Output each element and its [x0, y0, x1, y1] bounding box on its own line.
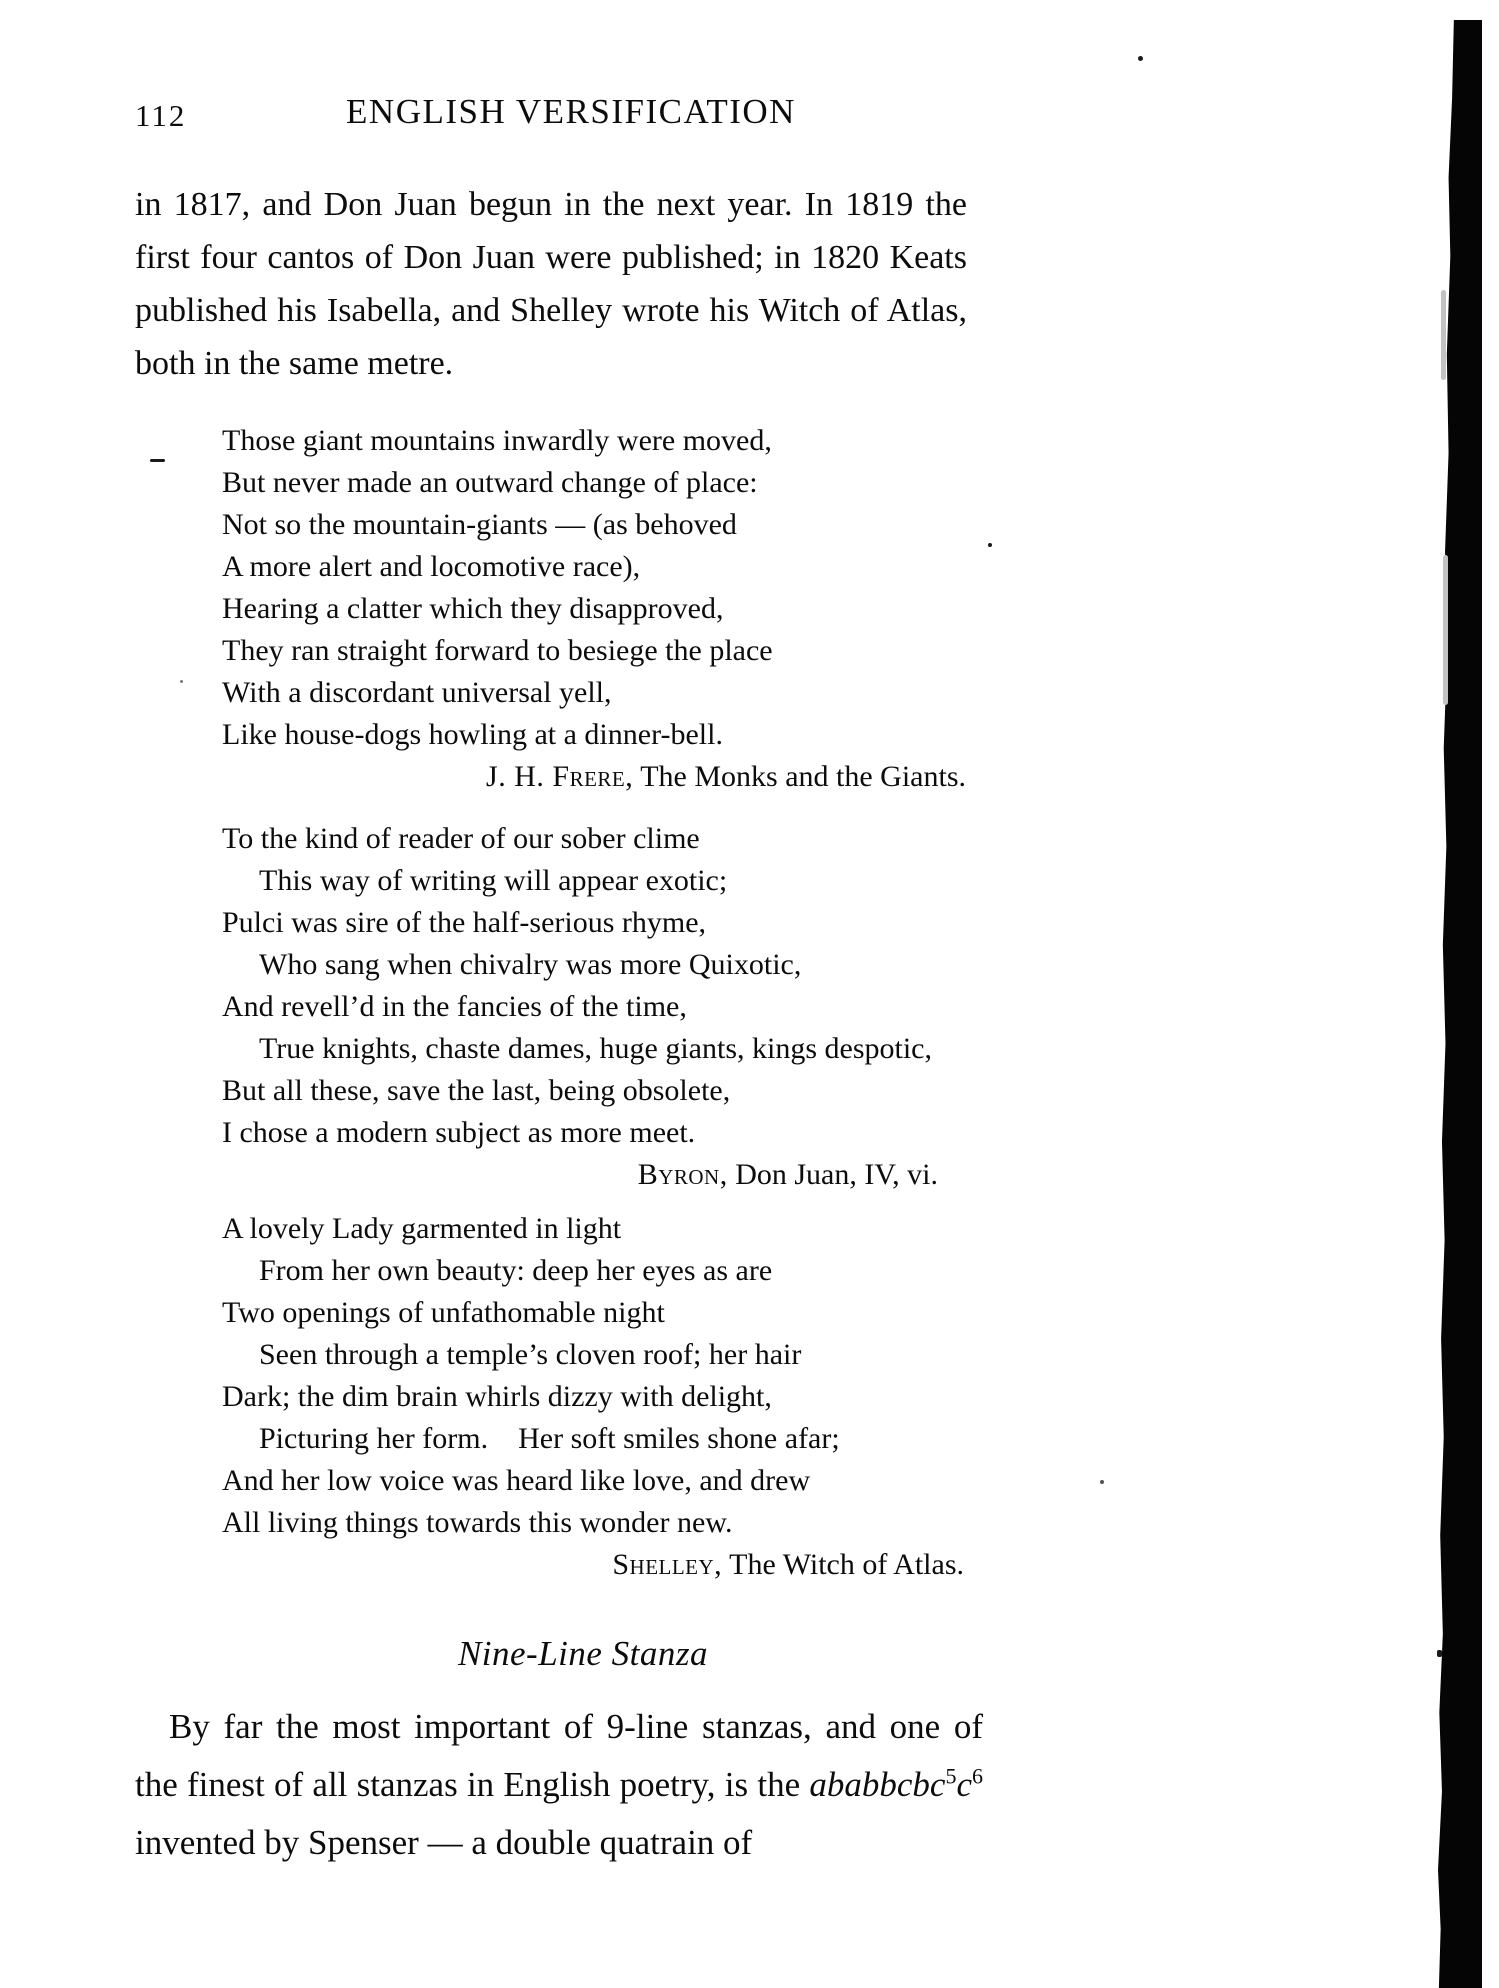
poem-line: Dark; the dim brain whirls dizzy with delight, — [222, 1380, 772, 1413]
poem-line: They ran straight forward to besiege the place — [222, 634, 773, 667]
poem-attribution-frere — [222, 756, 966, 798]
scan-speck-artifact — [988, 543, 992, 547]
poem-line: True knights, chaste dames, huge giants, kings despotic, — [259, 1032, 932, 1065]
attribution-work: The Witch of Atlas. — [729, 1548, 964, 1581]
section-heading: Nine-Line Stanza — [457, 1634, 709, 1673]
attribution-work: The Monks and the Giants. — [640, 760, 966, 793]
scan-speck-artifact — [150, 459, 165, 462]
formula-c: c — [956, 1765, 972, 1804]
running-title: ENGLISH VERSIFICATION — [346, 92, 796, 131]
formula-base: ababbcbc — [809, 1765, 946, 1804]
poem-line: Like house-dogs howling at a dinner-bell. — [222, 718, 723, 751]
poem-line: Those giant mountains inwardly were moved, — [222, 424, 772, 457]
poem-line: Picturing her form. Her soft smiles shone afar; — [259, 1422, 840, 1455]
page-number: 112 — [135, 98, 187, 133]
poem-line: From her own beauty: deep her eyes as are — [259, 1254, 773, 1287]
closing-lead: By far the most important of 9-line stanzas, and one of the finest of all stanzas in English poetry, is the — [135, 1707, 983, 1804]
attribution-author: Byron, — [637, 1158, 728, 1191]
poem-line: And her low voice was heard like love, and drew — [222, 1464, 811, 1497]
poem-line: I chose a modern subject as more meet. — [222, 1116, 696, 1149]
attribution-author: Shelley, — [612, 1548, 723, 1581]
poem-byron-excerpt — [222, 818, 966, 1196]
poem-line: This way of writing will appear exotic; — [259, 864, 728, 897]
poem-line: All living things towards this wonder new. — [222, 1506, 733, 1539]
poem-line: Not so the mountain-giants — (as behoved — [222, 508, 737, 541]
poem-line: Who sang when chivalry was more Quixotic, — [259, 948, 802, 981]
poem-line: With a discordant universal yell, — [222, 676, 612, 709]
poem-line: A more alert and locomotive race), — [222, 550, 641, 583]
page-header — [135, 92, 967, 138]
poem-line: Seen through a temple’s cloven roof; her hair — [259, 1338, 802, 1371]
poem-line: And revell’d in the fancies of the time, — [222, 990, 687, 1023]
formula-superscript: 5 — [945, 1763, 957, 1789]
poem-line: But all these, save the last, being obsolete, — [222, 1074, 731, 1107]
scan-speck-artifact — [1437, 1650, 1442, 1657]
poem-shelley-excerpt — [222, 1208, 966, 1586]
poem-frere-excerpt — [222, 420, 966, 798]
intro-paragraph: in 1817, and Don Juan begun in the next year. In 1819 the first four cantos of Don Juan were published; in 1820 Keats published his Isabella, and Shelley wrote his Witch of Atlas, both in the same metre. — [135, 186, 967, 382]
scan-speck-artifact — [1138, 56, 1143, 61]
rhyme-scheme-formula — [809, 1765, 983, 1804]
poem-line: To the kind of reader of our sober clime — [222, 822, 700, 855]
poem-attribution-byron — [222, 1154, 966, 1196]
poem-line: A lovely Lady garmented in light — [222, 1212, 622, 1245]
poem-line: Pulci was sire of the half-serious rhyme, — [222, 906, 707, 939]
attribution-author: J. H. Frere, — [486, 760, 634, 793]
scan-smudge-artifact — [1441, 290, 1446, 380]
poem-line: Hearing a clatter which they disapproved, — [222, 592, 724, 625]
text-column — [135, 92, 983, 1872]
scan-speck-artifact — [1100, 1480, 1104, 1484]
scan-speck-artifact — [180, 680, 183, 683]
poem-line: But never made an outward change of place: — [222, 466, 758, 499]
closing-paragraph — [135, 1698, 983, 1872]
poem-line: Two openings of unfathomable night — [222, 1296, 665, 1329]
attribution-work: Don Juan, IV, vi. — [735, 1158, 938, 1191]
formula-superscript: 6 — [972, 1763, 983, 1789]
scan-smudge-artifact — [1443, 555, 1448, 705]
poem-attribution-shelley — [222, 1544, 966, 1586]
closing-tail: invented by Spenser — a double quatrain of — [135, 1823, 753, 1862]
